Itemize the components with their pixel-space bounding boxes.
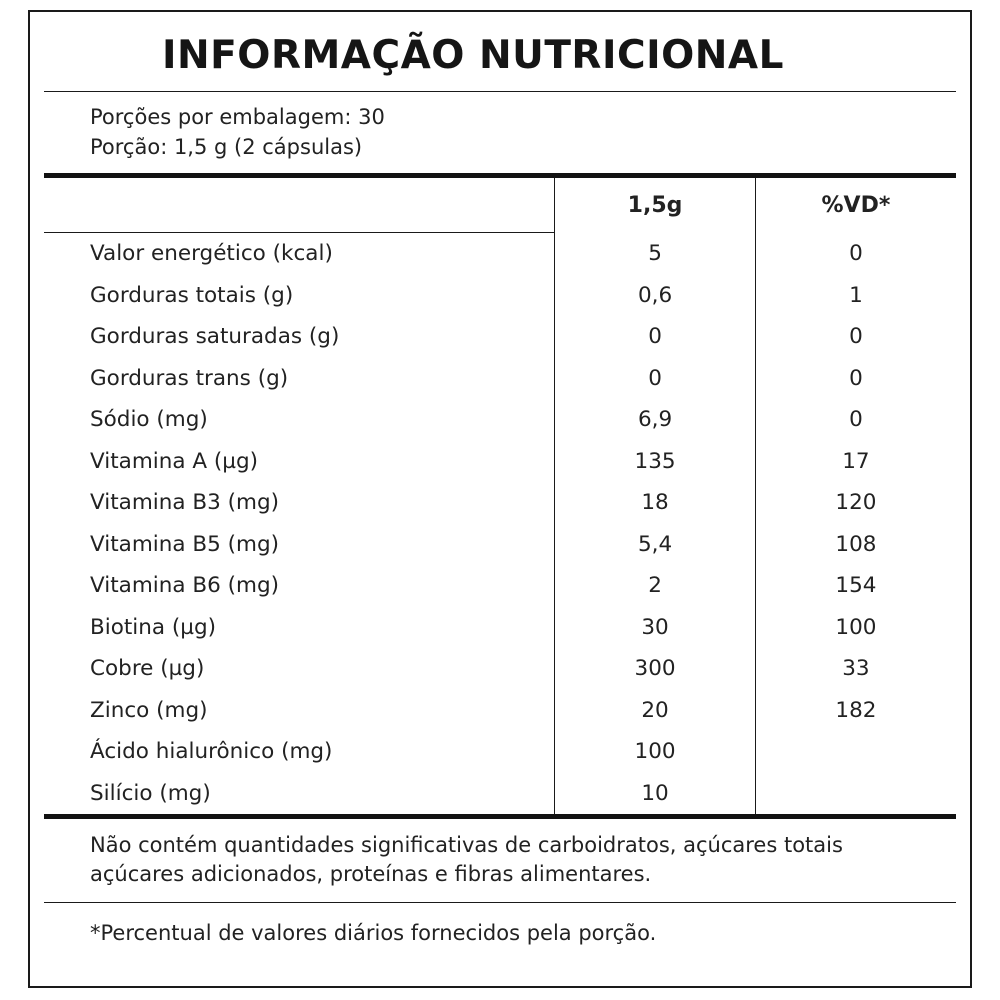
table-row: [44, 731, 956, 773]
column-header-name: [44, 178, 555, 233]
column-header-amount: 1,5g: [555, 178, 756, 233]
nutrient-name: Valor energético (kcal): [90, 241, 333, 267]
nutrient-dv: 154: [755, 565, 956, 607]
nutrient-dv: 100: [755, 606, 956, 648]
nutrient-name: Ácido hialurônico (mg): [90, 739, 333, 765]
nutrient-amount: 300: [555, 648, 756, 690]
nutrient-dv: 120: [755, 482, 956, 524]
daily-value-footnote: *Percentual de valores diários fornecidos pela porção.: [90, 920, 657, 945]
nutrient-dv: 0: [755, 357, 956, 399]
nutrition-facts-panel: [28, 10, 972, 988]
nutrient-amount: 5: [555, 232, 756, 274]
nutrient-dv: 108: [755, 523, 956, 565]
nutrient-dv: [755, 772, 956, 816]
serving-size: Porção: 1,5 g (2 cápsulas): [90, 135, 363, 160]
nutrient-dv: 17: [755, 440, 956, 482]
nutrition-facts-inner: [44, 24, 956, 976]
table-row: [44, 689, 956, 731]
table-row: [44, 399, 956, 441]
note-line-2: açúcares adicionados, proteínas e fibras alimentares.: [90, 862, 652, 887]
nutrient-name: Zinco (mg): [90, 697, 208, 723]
serving-info: [44, 92, 956, 173]
nutrient-amount: 30: [555, 606, 756, 648]
table-header-row: [44, 178, 956, 233]
nutrient-name: Gorduras totais (g): [90, 282, 294, 308]
nutrient-name: Vitamina B6 (mg): [90, 573, 279, 599]
table-row: [44, 232, 956, 274]
nutrient-amount: 0: [555, 357, 756, 399]
column-header-dv: %VD*: [755, 178, 956, 233]
table-row: [44, 772, 956, 816]
table-row: [44, 316, 956, 358]
page-title: INFORMAÇÃO NUTRICIONAL: [162, 33, 784, 78]
note-line-1: Não contém quantidades significativas de carboidratos, açúcares totais: [90, 832, 843, 857]
nutrient-name: Biotina (µg): [90, 614, 217, 640]
nutrition-table: [44, 178, 956, 819]
servings-per-package: Porções por embalagem: 30: [90, 104, 385, 129]
table-row: [44, 648, 956, 690]
table-row: [44, 274, 956, 316]
nutrient-name: Gorduras saturadas (g): [90, 324, 340, 350]
nutrient-amount: 10: [555, 772, 756, 816]
nutrient-name: Sódio (mg): [90, 407, 208, 433]
nutrient-amount: 0,6: [555, 274, 756, 316]
nutrient-dv: 1: [755, 274, 956, 316]
nutrient-name: Vitamina A (µg): [90, 448, 259, 474]
nutrient-name: Vitamina B5 (mg): [90, 531, 279, 557]
table-row: [44, 523, 956, 565]
nutrient-name: Gorduras trans (g): [90, 365, 289, 391]
table-row: [44, 606, 956, 648]
nutrient-name: Cobre (µg): [90, 656, 205, 682]
nutrient-dv: 182: [755, 689, 956, 731]
nutrient-amount: 0: [555, 316, 756, 358]
nutrient-dv: 0: [755, 316, 956, 358]
table-row: [44, 565, 956, 607]
nutrient-dv: [755, 731, 956, 773]
nutrient-amount: 135: [555, 440, 756, 482]
nutrient-dv: 0: [755, 399, 956, 441]
table-row: [44, 357, 956, 399]
nutrient-amount: 2: [555, 565, 756, 607]
nutrient-name: Silício (mg): [44, 772, 555, 816]
nutrient-dv: 0: [755, 232, 956, 274]
nutrient-amount: 100: [555, 731, 756, 773]
insignificant-amounts-note: [44, 819, 956, 902]
table-row: [44, 482, 956, 524]
nutrient-dv: 33: [755, 648, 956, 690]
nutrient-name: Vitamina B3 (mg): [90, 490, 279, 516]
nutrient-amount: 6,9: [555, 399, 756, 441]
nutrient-amount: 5,4: [555, 523, 756, 565]
nutrient-amount: 18: [555, 482, 756, 524]
table-row: [44, 440, 956, 482]
nutrient-amount: 20: [555, 689, 756, 731]
